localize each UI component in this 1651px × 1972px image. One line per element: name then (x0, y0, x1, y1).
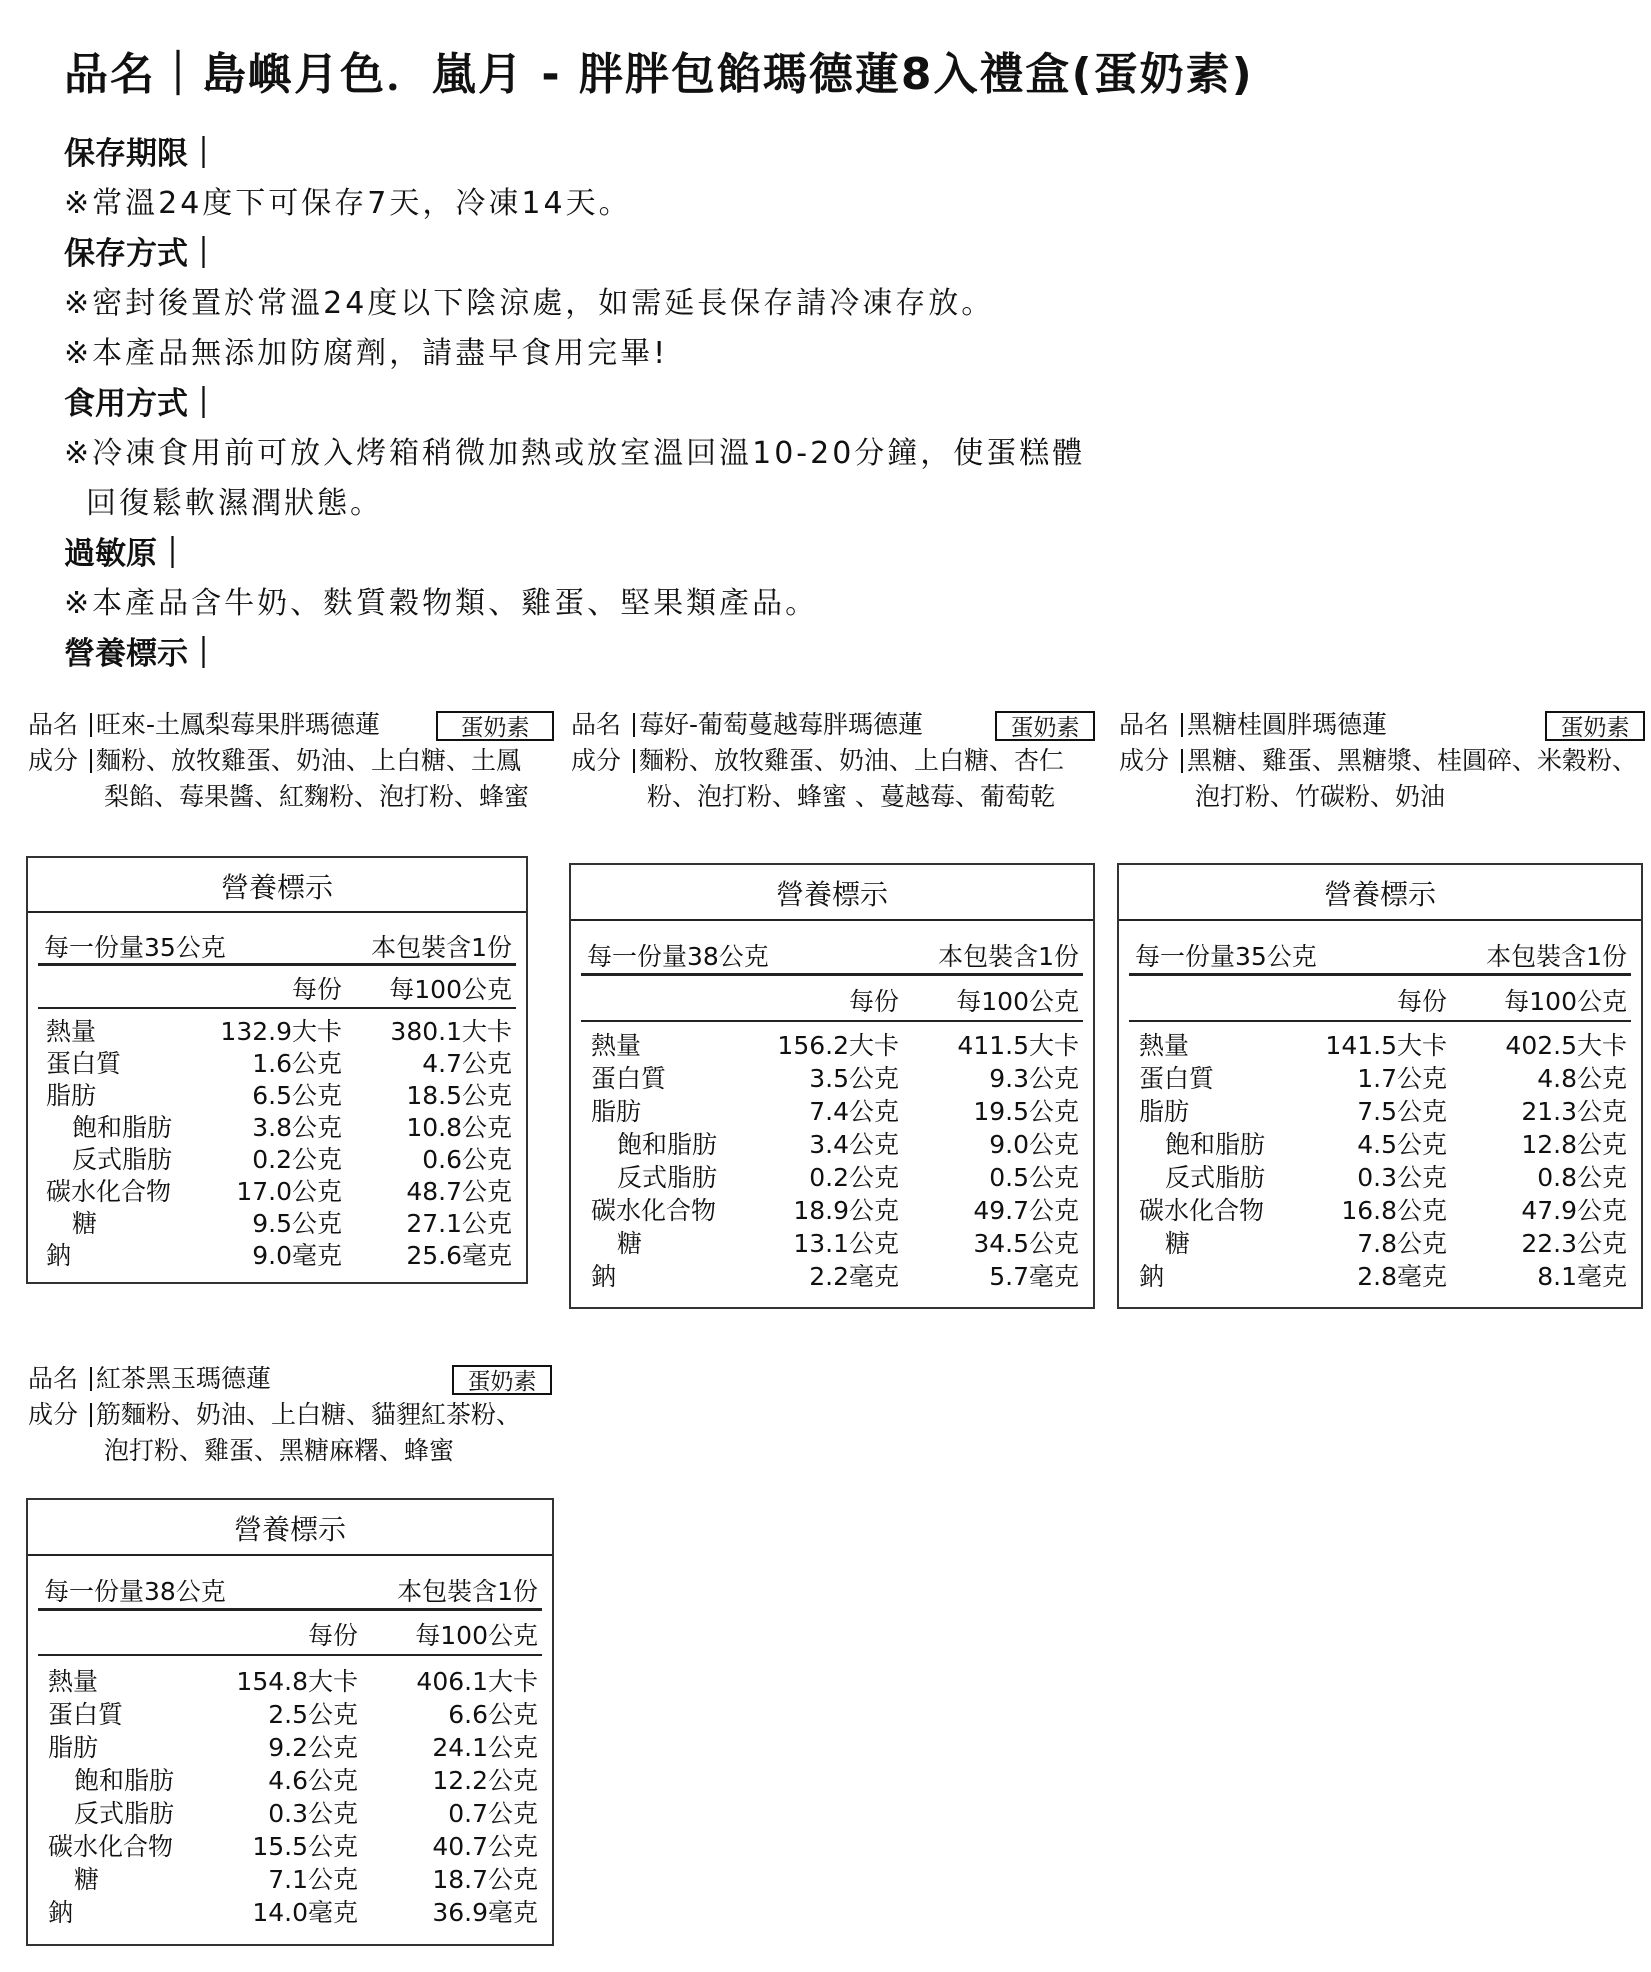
nutrient-row (28, 1207, 526, 1240)
nutrient-name: 脂肪 (591, 1097, 642, 1126)
per-100g-value: 24.1公克 (432, 1733, 538, 1762)
nutrient-row (28, 1698, 552, 1731)
serving-size: 每一份量38公克 (587, 942, 769, 971)
nutrient-name: 反式脂肪 (74, 1799, 175, 1828)
nutrient-name: 碳水化合物 (48, 1832, 174, 1861)
package-count: 本包裝含1份 (397, 1577, 538, 1606)
nutrient-row (28, 1047, 526, 1080)
name-label: 品名 (1119, 710, 1170, 739)
ingredients-line: 泡打粉、竹碳粉、奶油 (1195, 782, 1446, 811)
per-serving-value: 154.8大卡 (236, 1667, 358, 1696)
serving-rule (581, 973, 1083, 976)
serving-rule (38, 1608, 542, 1611)
title-rule (28, 911, 526, 913)
per-100g-value: 22.3公克 (1521, 1229, 1627, 1258)
storage-period-heading: 保存期限｜ (64, 136, 219, 172)
per-serving-value: 13.1公克 (793, 1229, 899, 1258)
separator-bar (1181, 713, 1183, 737)
per-serving-value: 4.6公克 (268, 1766, 358, 1795)
nutrient-row (571, 1161, 1093, 1194)
nutrient-row (28, 1830, 552, 1863)
ingredients-label: 成分 (1119, 746, 1170, 775)
name-label: 品名 (571, 710, 622, 739)
per-serving-value: 3.4公克 (809, 1130, 899, 1159)
per-serving-value: 17.0公克 (236, 1177, 342, 1206)
storage-method-text-2: ※本產品無添加防腐劑，請盡早食用完畢! (64, 336, 669, 371)
separator-bar (633, 749, 635, 773)
nutrient-name: 糖 (72, 1209, 98, 1238)
per-100g-value: 47.9公克 (1521, 1196, 1627, 1225)
nutrient-row (1119, 1194, 1641, 1227)
per-100g-value: 18.5公克 (406, 1081, 512, 1110)
per-serving-value: 7.5公克 (1357, 1097, 1447, 1126)
nutrient-row (28, 1239, 526, 1272)
nutrient-row (28, 1863, 552, 1896)
nutrient-name: 脂肪 (1139, 1097, 1190, 1126)
per-serving-value: 16.8公克 (1341, 1196, 1447, 1225)
per-serving-value: 1.7公克 (1357, 1064, 1447, 1093)
vegetarian-badge: 蛋奶素 (1545, 711, 1645, 741)
product-name: 黑糖桂圓胖瑪德蓮 (1187, 710, 1388, 739)
serving-rule (38, 963, 516, 966)
per-serving-value: 2.8毫克 (1357, 1262, 1447, 1291)
per-serving-value: 1.6公克 (252, 1049, 342, 1078)
nutrition-heading: 營養標示｜ (64, 636, 219, 672)
nutrient-name: 脂肪 (46, 1081, 97, 1110)
nutrient-row (28, 1764, 552, 1797)
package-count: 本包裝含1份 (371, 933, 512, 962)
per-serving-value: 18.9公克 (793, 1196, 899, 1225)
separator-bar (633, 713, 635, 737)
per-serving-value: 2.5公克 (268, 1700, 358, 1729)
separator-bar (90, 713, 92, 737)
product-header (1119, 707, 1645, 815)
vegetarian-badge: 蛋奶素 (995, 711, 1095, 741)
nutrient-name: 糖 (617, 1229, 643, 1258)
per-100g-value: 4.7公克 (422, 1049, 512, 1078)
ingredients-line: 麵粉、放牧雞蛋、奶油、上白糖、杏仁 (639, 746, 1065, 775)
nutrient-name: 碳水化合物 (591, 1196, 717, 1225)
nutrient-name: 蛋白質 (591, 1064, 667, 1093)
separator-bar (90, 1367, 92, 1391)
nutrient-row (28, 1175, 526, 1208)
header-rule (1129, 1020, 1631, 1022)
per-serving-header: 每份 (291, 975, 342, 1004)
nutrition-table-title: 營養標示 (233, 1513, 346, 1546)
per-serving-value: 9.5公克 (252, 1209, 342, 1238)
per-100g-value: 49.7公克 (973, 1196, 1079, 1225)
per-100g-value: 406.1大卡 (416, 1667, 538, 1696)
storage-method-heading: 保存方式｜ (64, 236, 219, 272)
product-header (571, 707, 1097, 815)
title-rule (1119, 919, 1641, 921)
per-100g-value: 12.2公克 (432, 1766, 538, 1795)
vegetarian-badge: 蛋奶素 (452, 1365, 552, 1395)
nutrient-name: 鈉 (591, 1262, 617, 1291)
per-serving-value: 0.3公克 (1357, 1163, 1447, 1192)
nutrient-row (571, 1062, 1093, 1095)
per-serving-value: 0.2公克 (809, 1163, 899, 1192)
nutrient-name: 蛋白質 (46, 1049, 122, 1078)
per-100g-header: 每100公克 (956, 987, 1079, 1016)
per-100g-value: 36.9毫克 (432, 1898, 538, 1927)
per-100g-value: 9.3公克 (989, 1064, 1079, 1093)
nutrient-name: 反式脂肪 (1165, 1163, 1266, 1192)
per-serving-value: 14.0毫克 (252, 1898, 358, 1927)
ingredients-line: 泡打粉、雞蛋、黑糖麻糬、蜂蜜 (104, 1436, 455, 1465)
per-serving-value: 4.5公克 (1357, 1130, 1447, 1159)
per-100g-value: 27.1公克 (406, 1209, 512, 1238)
nutrient-name: 碳水化合物 (46, 1177, 172, 1206)
ingredients-label: 成分 (571, 746, 622, 775)
per-100g-value: 6.6公克 (448, 1700, 538, 1729)
per-serving-value: 3.8公克 (252, 1113, 342, 1142)
nutrient-row (571, 1260, 1093, 1293)
nutrient-row (1119, 1260, 1641, 1293)
nutrient-row (28, 1111, 526, 1144)
per-serving-value: 6.5公克 (252, 1081, 342, 1110)
storage-method-text-1: ※密封後置於常溫24度以下陰涼處，如需延長保存請冷凍存放。 (64, 286, 995, 321)
per-serving-header: 每份 (1396, 987, 1447, 1016)
name-label: 品名 (28, 1364, 79, 1393)
per-100g-value: 0.6公克 (422, 1145, 512, 1174)
nutrient-row (1119, 1029, 1641, 1062)
vegetarian-badge: 蛋奶素 (436, 711, 554, 741)
package-count: 本包裝含1份 (1486, 942, 1627, 971)
per-serving-value: 2.2毫克 (809, 1262, 899, 1291)
nutrition-table-title: 營養標示 (775, 878, 888, 911)
nutrient-row (1119, 1227, 1641, 1260)
per-100g-value: 9.0公克 (989, 1130, 1079, 1159)
per-serving-value: 7.1公克 (268, 1865, 358, 1894)
per-100g-value: 411.5大卡 (957, 1031, 1079, 1060)
usage-heading: 食用方式｜ (64, 386, 219, 422)
serving-size: 每一份量35公克 (44, 933, 226, 962)
nutrient-name: 糖 (1165, 1229, 1191, 1258)
package-count: 本包裝含1份 (938, 942, 1079, 971)
per-100g-value: 21.3公克 (1521, 1097, 1627, 1126)
nutrient-name: 鈉 (46, 1241, 72, 1270)
nutrient-row (28, 1797, 552, 1830)
per-100g-header: 每100公克 (1504, 987, 1627, 1016)
per-100g-value: 18.7公克 (432, 1865, 538, 1894)
per-serving-header: 每份 (848, 987, 899, 1016)
usage-text-1: ※冷凍食用前可放入烤箱稍微加熱或放室溫回溫10-20分鐘，使蛋糕體 (64, 436, 1086, 471)
nutrition-table (569, 863, 1095, 1309)
nutrient-row (28, 1665, 552, 1698)
per-serving-value: 0.2公克 (252, 1145, 342, 1174)
per-serving-value: 141.5大卡 (1325, 1031, 1447, 1060)
nutrient-row (571, 1227, 1093, 1260)
serving-size: 每一份量35公克 (1135, 942, 1317, 971)
per-serving-value: 7.8公克 (1357, 1229, 1447, 1258)
ingredients-line: 粉、泡打粉、蜂蜜 、蔓越莓、葡萄乾 (647, 782, 1055, 811)
per-100g-value: 19.5公克 (973, 1097, 1079, 1126)
per-100g-header: 每100公克 (389, 975, 512, 1004)
product-header (28, 1361, 554, 1469)
header-rule (38, 1654, 542, 1656)
per-serving-value: 7.4公克 (809, 1097, 899, 1126)
nutrient-name: 脂肪 (48, 1733, 99, 1762)
per-100g-value: 4.8公克 (1537, 1064, 1627, 1093)
product-header (28, 707, 528, 815)
ingredients-label: 成分 (28, 1400, 79, 1429)
per-serving-value: 3.5公克 (809, 1064, 899, 1093)
nutrient-name: 飽和脂肪 (72, 1113, 173, 1142)
per-100g-value: 0.5公克 (989, 1163, 1079, 1192)
nutrition-table (1117, 863, 1643, 1309)
nutrient-name: 鈉 (48, 1898, 74, 1927)
allergen-text: ※本產品含牛奶、麩質穀物類、雞蛋、堅果類產品。 (64, 586, 819, 621)
separator-bar (90, 1403, 92, 1427)
ingredients-line: 筋麵粉、奶油、上白糖、貓貍紅茶粉、 (96, 1400, 522, 1429)
nutrient-row (28, 1896, 552, 1929)
ingredients-label: 成分 (28, 746, 79, 775)
nutrient-row (1119, 1128, 1641, 1161)
nutrient-name: 熱量 (1139, 1031, 1190, 1060)
nutrient-row (28, 1731, 552, 1764)
per-serving-value: 132.9大卡 (220, 1017, 342, 1046)
title-rule (28, 1554, 552, 1556)
nutrition-table (26, 856, 528, 1284)
nutrient-row (1119, 1095, 1641, 1128)
nutrient-row (571, 1128, 1093, 1161)
product-name: 紅茶黑玉瑪德蓮 (96, 1364, 272, 1393)
per-100g-value: 34.5公克 (973, 1229, 1079, 1258)
nutrient-row (28, 1079, 526, 1112)
per-serving-value: 0.3公克 (268, 1799, 358, 1828)
nutrient-row (571, 1095, 1093, 1128)
nutrient-row (1119, 1161, 1641, 1194)
nutrient-name: 反式脂肪 (72, 1145, 173, 1174)
nutrient-row (571, 1194, 1093, 1227)
per-100g-value: 8.1毫克 (1537, 1262, 1627, 1291)
header-rule (581, 1020, 1083, 1022)
nutrient-row (28, 1015, 526, 1048)
per-serving-value: 15.5公克 (252, 1832, 358, 1861)
nutrient-row (571, 1029, 1093, 1062)
nutrient-name: 飽和脂肪 (1165, 1130, 1266, 1159)
per-100g-value: 5.7毫克 (989, 1262, 1079, 1291)
nutrient-name: 碳水化合物 (1139, 1196, 1265, 1225)
per-100g-value: 380.1大卡 (390, 1017, 512, 1046)
nutrient-row (1119, 1062, 1641, 1095)
header-rule (38, 1007, 516, 1009)
ingredients-line: 麵粉、放牧雞蛋、奶油、上白糖、土鳳 (96, 746, 522, 775)
separator-bar (1181, 749, 1183, 773)
per-100g-value: 25.6毫克 (406, 1241, 512, 1270)
page-title: 品名｜島嶼月色．嵐月 - 胖胖包餡瑪德蓮8入禮盒(蛋奶素) (64, 49, 1254, 100)
product-name: 旺來-土鳳梨莓果胖瑪德蓮 (96, 710, 381, 739)
name-label: 品名 (28, 710, 79, 739)
per-serving-header: 每份 (307, 1621, 358, 1650)
per-100g-value: 40.7公克 (432, 1832, 538, 1861)
nutrient-name: 熱量 (591, 1031, 642, 1060)
product-name: 莓好-葡萄蔓越莓胖瑪德蓮 (639, 710, 924, 739)
serving-rule (1129, 973, 1631, 976)
nutrient-name: 熱量 (48, 1667, 99, 1696)
nutrition-table-title: 營養標示 (220, 871, 333, 904)
nutrition-table (26, 1498, 554, 1946)
nutrient-name: 熱量 (46, 1017, 97, 1046)
title-rule (571, 919, 1093, 921)
per-100g-value: 0.7公克 (448, 1799, 538, 1828)
storage-period-text: ※常溫24度下可保存7天，冷凍14天。 (64, 186, 632, 221)
per-serving-value: 9.0毫克 (252, 1241, 342, 1270)
per-100g-value: 10.8公克 (406, 1113, 512, 1142)
per-100g-header: 每100公克 (415, 1621, 538, 1650)
nutrition-table-title: 營養標示 (1323, 878, 1436, 911)
separator-bar (90, 749, 92, 773)
allergen-heading: 過敏原｜ (64, 536, 188, 572)
per-100g-value: 402.5大卡 (1505, 1031, 1627, 1060)
nutrient-name: 反式脂肪 (617, 1163, 718, 1192)
nutrient-name: 飽和脂肪 (617, 1130, 718, 1159)
nutrient-name: 飽和脂肪 (74, 1766, 175, 1795)
per-100g-value: 48.7公克 (406, 1177, 512, 1206)
nutrient-name: 蛋白質 (1139, 1064, 1215, 1093)
nutrient-name: 糖 (74, 1865, 100, 1894)
ingredients-line: 黑糖、雞蛋、黑糖漿、桂圓碎、米穀粉、 (1187, 746, 1638, 775)
per-100g-value: 12.8公克 (1521, 1130, 1627, 1159)
serving-size: 每一份量38公克 (44, 1577, 226, 1606)
nutrient-name: 蛋白質 (48, 1700, 124, 1729)
usage-text-2: 回復鬆軟濕潤狀態。 (86, 486, 383, 521)
per-100g-value: 0.8公克 (1537, 1163, 1627, 1192)
ingredients-line: 梨餡、莓果醬、紅麴粉、泡打粉、蜂蜜 (104, 782, 530, 811)
nutrient-name: 鈉 (1139, 1262, 1165, 1291)
nutrient-row (28, 1143, 526, 1176)
per-serving-value: 9.2公克 (268, 1733, 358, 1762)
per-serving-value: 156.2大卡 (777, 1031, 899, 1060)
